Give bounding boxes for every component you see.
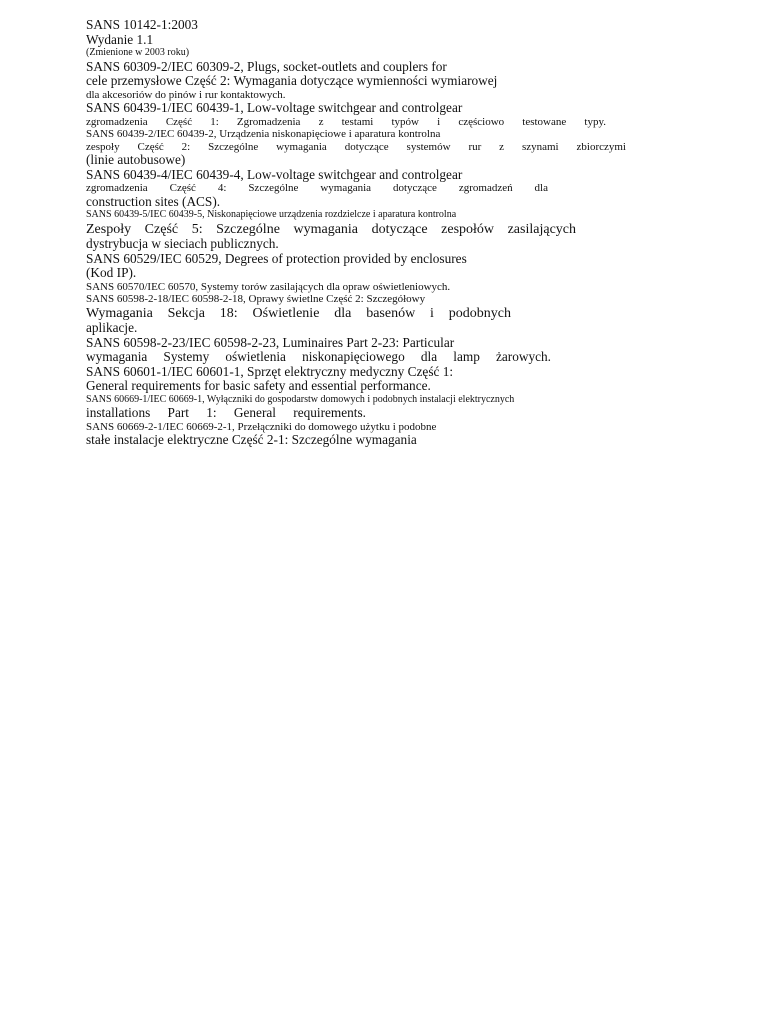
doc-line: installations Part 1: General requirements. bbox=[86, 406, 366, 420]
doc-line: SANS 60598-2-18/IEC 60598-2-18, Oprawy świetlne Część 2: Szczegółowy bbox=[86, 293, 426, 305]
document-page bbox=[86, 18, 626, 448]
doc-line: SANS 60439-2/IEC 60439-2, Urządzenia niskonapięciowe i aparatura kontrolna bbox=[86, 128, 441, 140]
doc-line: Wydanie 1.1 bbox=[86, 31, 154, 47]
doc-line: SANS 60570/IEC 60570, Systemy torów zasilających dla opraw oświetleniowych. bbox=[86, 280, 451, 293]
doc-line: dla akcesoriów do pinów i rur kontaktowych. bbox=[86, 88, 286, 101]
doc-line: (Zmienione w 2003 roku) bbox=[86, 47, 190, 58]
doc-line: Wymagania Sekcja 18: Oświetlenie dla basenów i podobnych bbox=[86, 305, 511, 321]
doc-line: SANS 60598-2-23/IEC 60598-2-23, Luminaires Part 2-23: Particular bbox=[86, 334, 455, 350]
doc-line: SANS 60529/IEC 60529, Degrees of protection provided by enclosures bbox=[86, 250, 467, 266]
doc-line: cele przemysłowe Część 2: Wymagania dotyczące wymienności wymiarowej bbox=[86, 73, 498, 88]
doc-line: stałe instalacje elektryczne Część 2-1: Szczególne wymagania bbox=[86, 432, 417, 447]
doc-line: General requirements for basic safety and essential performance. bbox=[86, 378, 431, 393]
doc-line: SANS 60439-4/IEC 60439-4, Low-voltage switchgear and controlgear bbox=[86, 166, 463, 182]
doc-line: zespoły Część 2: Szczególne wymagania dotyczące systemów rur z szynami zbiorczymi bbox=[86, 140, 626, 153]
doc-line: SANS 60669-2-1/IEC 60669-2-1, Przełączniki do domowego użytku i podobne bbox=[86, 420, 437, 433]
doc-line: construction sites (ACS). bbox=[86, 193, 221, 209]
doc-line: (Kod IP). bbox=[86, 265, 137, 280]
doc-line: SANS 60439-1/IEC 60439-1, Low-voltage switchgear and controlgear bbox=[86, 100, 463, 115]
doc-line: wymagania Systemy oświetlenia niskonapięciowego dla lamp żarowych. bbox=[86, 350, 551, 364]
doc-line: Zespoły Część 5: Szczególne wymagania dotyczące zespołów zasilających bbox=[86, 221, 576, 237]
doc-line: (linie autobusowe) bbox=[86, 152, 186, 167]
doc-line: SANS 60669-1/IEC 60669-1, Wyłączniki do gospodarstw domowych i podobnych instalacji elektrycznych bbox=[86, 393, 515, 405]
doc-line: zgromadzenia Część 1: Zgromadzenia z testami typów i częściowo testowane typy. bbox=[86, 115, 606, 128]
doc-line: aplikacje. bbox=[86, 320, 138, 335]
doc-line: zgromadzenia Część 4: Szczególne wymagania dotyczące zgromadzeń dla bbox=[86, 182, 548, 194]
doc-line: dystrybucja w sieciach publicznych. bbox=[86, 236, 279, 251]
doc-line: SANS 60601-1/IEC 60601-1, Sprzęt elektryczny medyczny Część 1: bbox=[86, 363, 454, 379]
doc-line: SANS 60439-5/IEC 60439-5, Niskonapięciowe urządzenia rozdzielcze i aparatura kontrolna bbox=[86, 209, 457, 220]
doc-line: SANS 10142-1:2003 bbox=[86, 17, 198, 32]
doc-line: SANS 60309-2/IEC 60309-2, Plugs, socket-outlets and couplers for bbox=[86, 58, 447, 74]
